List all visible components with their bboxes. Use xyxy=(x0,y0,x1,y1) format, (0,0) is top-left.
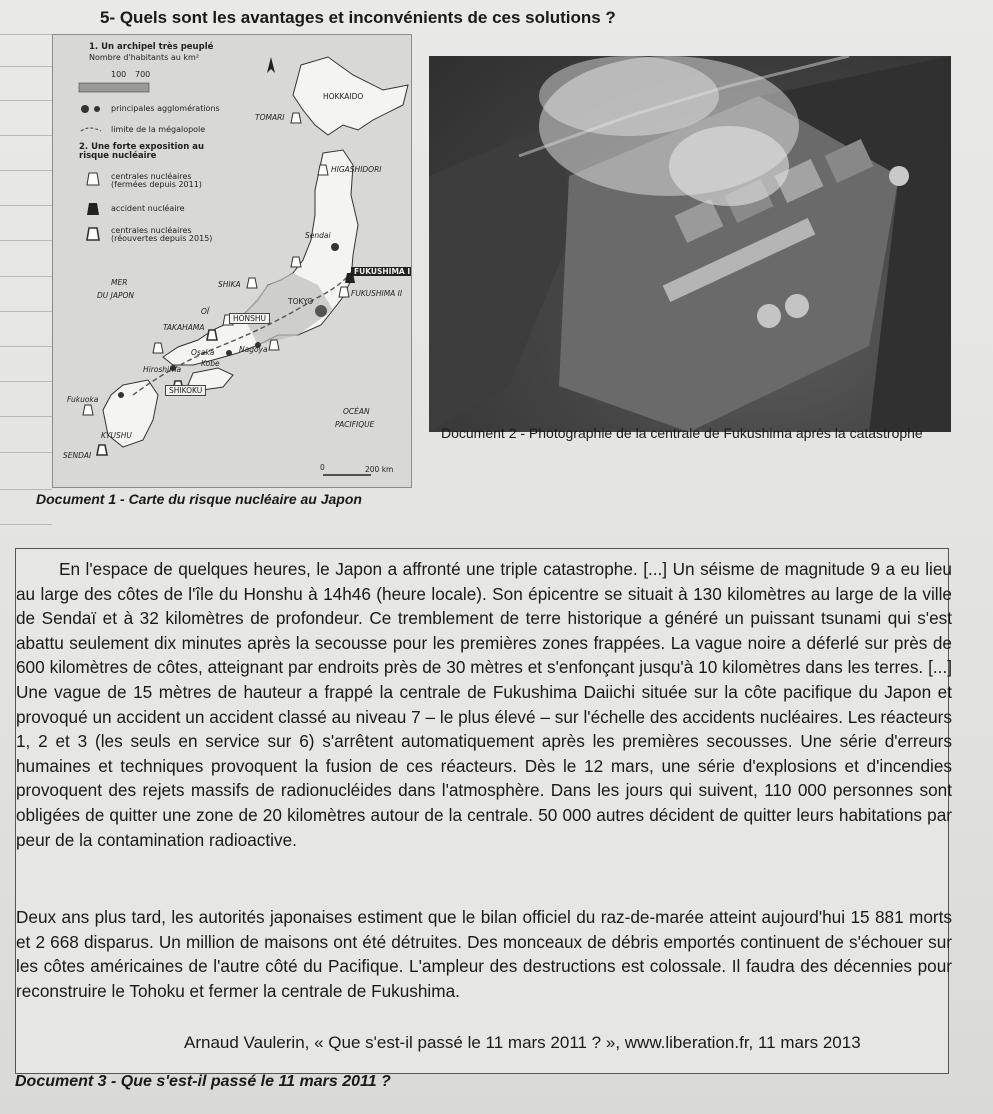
ruled-line xyxy=(0,489,52,490)
legend-plants-reopened: centrales nucléaires (réouvertes depuis 2015) xyxy=(111,226,213,244)
label-fukushima-1: FUKUSHIMA I xyxy=(351,267,412,276)
label-du-japon: DU JAPON xyxy=(97,291,135,300)
storage-tank xyxy=(889,166,909,186)
fukushima-aerial-photo xyxy=(429,56,951,432)
legend-density-low: 100 xyxy=(111,70,127,79)
agglomeration-legend-dot xyxy=(81,105,89,113)
ruled-line xyxy=(0,170,52,171)
accident-legend xyxy=(87,203,99,215)
ruled-line xyxy=(0,452,52,453)
density-bar xyxy=(79,83,149,92)
plant-takahama xyxy=(207,330,217,340)
plant-shika xyxy=(247,278,257,288)
plant-shimane xyxy=(153,343,163,353)
north-arrow-icon xyxy=(267,57,275,73)
ruled-line xyxy=(0,135,52,136)
label-scale-0: 0 xyxy=(320,463,325,472)
sea-area xyxy=(429,126,579,432)
legend-section2-title: 2. Une forte exposition au risque nucléaire xyxy=(79,142,205,161)
legend-section1-title: 1. Un archipel très peuplé xyxy=(89,42,214,52)
label-hokkaido: HOKKAIDO xyxy=(323,92,364,101)
city-osaka xyxy=(226,350,232,356)
legend-agglomerations: principales agglomérations xyxy=(111,104,220,113)
japan-nuclear-risk-map xyxy=(52,34,412,488)
plant-hamaoka xyxy=(269,340,279,350)
storage-tank xyxy=(785,294,809,318)
legend-density-label: Nombre d'habitants au km² xyxy=(89,53,199,62)
label-sendai-plant: SENDAI xyxy=(63,451,92,460)
city-sendai xyxy=(331,243,339,251)
map-caption: Document 1 - Carte du risque nucléaire au Japon xyxy=(36,491,362,507)
label-fukuoka: Fukuoka xyxy=(67,395,99,404)
city-fukuoka xyxy=(118,392,124,398)
article-paragraph-2: Deux ans plus tard, les autorités japonaises estiment que le bilan officiel du raz-de-marée atteint aujourd'hui 15 881 morts et 2 668 disparus. Un million de maisons ont été détruites. Des monceaux de débris emportés continuent de s'échouer sur les côtes américaines de l'autre côté du Pacifique. L'ampleur des destructions est colossale. Il faudra des décennies pour reconstruire le Tohoku et fermer la centrale de Fukushima. xyxy=(16,907,952,1001)
article-caption: Document 3 - Que s'est-il passé le 11 mars 2011 ? xyxy=(15,1073,391,1090)
agglomeration-legend-dot-small xyxy=(94,106,100,112)
smoke-plume xyxy=(669,126,789,206)
city-tokyo xyxy=(315,305,327,317)
ruled-line xyxy=(0,240,52,241)
ruled-line xyxy=(0,66,52,67)
smoke-plume xyxy=(539,56,719,136)
ruled-line xyxy=(0,100,52,101)
ruled-line xyxy=(0,524,52,525)
label-shika: SHIKA xyxy=(218,280,241,289)
label-nagoya: Nagoya xyxy=(239,345,268,354)
label-shikoku: SHIKOKU xyxy=(165,385,206,396)
legend-plants-closed: centrales nucléaires (fermées depuis 2011) xyxy=(111,172,202,190)
article-box xyxy=(15,548,952,1074)
ruled-line xyxy=(0,205,52,206)
label-tomari: TOMARI xyxy=(255,113,285,122)
ruled-line xyxy=(0,381,52,382)
label-pacific: PACIFIQUE xyxy=(335,420,375,429)
question-heading: 5- Quels sont les avantages et inconvénients de ces solutions ? xyxy=(100,8,616,27)
megalopolis-legend-line xyxy=(81,128,101,131)
label-honshu: HONSHU xyxy=(229,313,270,324)
label-hiroshima: Hiroshima xyxy=(143,365,182,374)
label-tokyo: TOKYO xyxy=(288,297,314,306)
label-higashidori: HIGASHIDORI xyxy=(331,165,382,174)
label-ocean: OCÉAN xyxy=(343,407,370,416)
label-sendai-city: Sendai xyxy=(305,231,331,240)
ruled-line xyxy=(0,311,52,312)
plant-fukushima-2 xyxy=(339,287,349,297)
storage-tank xyxy=(757,304,781,328)
plant-tomari xyxy=(291,113,301,123)
photo-drawing xyxy=(429,56,951,432)
ruled-line xyxy=(0,276,52,277)
label-kyushu: KYUSHU xyxy=(101,431,132,440)
ruled-line xyxy=(0,416,52,417)
plant-open-legend xyxy=(87,228,99,240)
plant-onagawa xyxy=(291,257,301,267)
legend-megalopolis: limite de la mégalopole xyxy=(111,125,206,134)
plant-closed-legend xyxy=(87,173,99,185)
plant-genkai xyxy=(83,405,93,415)
plant-higashidori xyxy=(318,165,328,175)
ruled-line xyxy=(0,34,52,35)
label-takahama: TAKAHAMA xyxy=(163,323,205,332)
legend-density-high: 700 xyxy=(135,70,151,79)
label-scale-200: 200 km xyxy=(365,465,394,474)
legend-accident: accident nucléaire xyxy=(111,204,185,213)
label-kobe: Kobe xyxy=(201,359,220,368)
photo-caption: Document 2 - Photographie de la centrale de Fukushima après la catastrophe xyxy=(441,425,923,441)
article-paragraph-1: En l'espace de quelques heures, le Japon a affronté une triple catastrophe. [...] Un séisme de magnitude 9 a eu lieu au large des côtes de l'île du Honshu à 14h46 (heure locale). Son épicentre se situait à 130 kilomètres au large de la ville de Sendaï et à 32 kilomètres de profondeur. Ce tremblement de terre historique a généré un puissant tsunami qui s'est abattu seulement dix minutes après la secousse pour les premières zones frappées. La vague noire a déferlé sur près de 600 kilomètres de côtes, atteignant par endroits près de 30 mètres et s'enfonçant jusqu'à 10 kilomètres dans les terres. [...] Une vague de 15 mètres de hauteur a frappé la centrale de Fukushima Daiichi située sur la côte pacifique du Japon et provoqué un accident un accident classé au niveau 7 – le plus élevé – sur l'échelle des accidents nucléaires. Les réacteurs 1, 2 et 3 (les seuls en service sur 6) s'arrêtent automatiquement après les premières secousses. Une série d'erreurs humaines et techniques provoquent la fusion de ces réacteurs. Dès le 12 mars, une série d'explosions et d'incendies provoquent des rejets massifs de radionucléides dans l'atmosphère. Dans les jours qui suivent, 110 000 personnes sont obligées de quitter une zone de 20 kilomètres autour de la centrale. 50 000 autres décident de quitter leurs habitations par peur de la contamination radioactive. xyxy=(16,559,952,850)
plant-sendai xyxy=(97,445,107,455)
article-source: Arnaud Vaulerin, « Que s'est-il passé le 11 mars 2011 ? », www.liberation.fr, 11 mars 2013 xyxy=(184,1033,861,1052)
label-oi: OÏ xyxy=(201,307,210,316)
label-mer: MER xyxy=(111,278,128,287)
label-fukushima-2: FUKUSHIMA II xyxy=(351,289,403,298)
label-osaka: Osaka xyxy=(191,348,215,357)
ruled-line xyxy=(0,346,52,347)
